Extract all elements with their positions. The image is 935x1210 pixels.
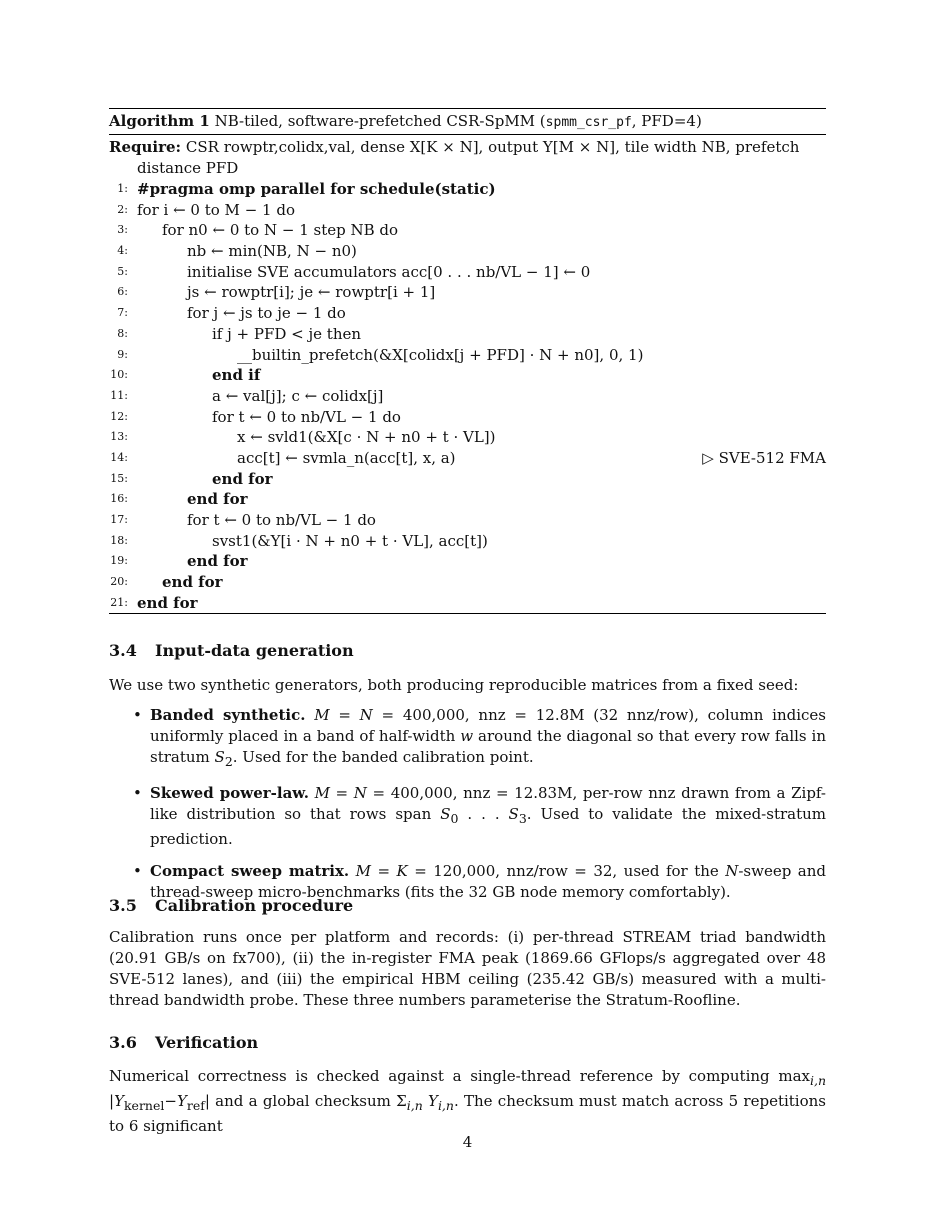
section-heading-3-4 [109, 641, 354, 660]
line-number: 17: [110, 513, 128, 526]
line-code: end for [187, 552, 248, 571]
list-item [109, 783, 826, 850]
line-code: svst1(&Y[i · N + n0 + t · VL], acc[t]) [212, 531, 488, 550]
algorithm-line [109, 593, 826, 614]
line-code: for t ← 0 to nb/VL − 1 do [187, 511, 376, 529]
algorithm-line [109, 572, 826, 593]
line-number: 20: [110, 575, 128, 589]
line-code: for t ← 0 to nb/VL − 1 do [212, 407, 401, 426]
bullet-icon: • [133, 862, 142, 880]
algorithm-line [109, 489, 826, 510]
algorithm-line [109, 241, 826, 262]
section-3-4-intro: We use two synthetic generators, both producing reproducible matrices from a fixed seed: [109, 676, 799, 694]
algorithm-lines [109, 179, 826, 613]
line-code: for i ← 0 to M − 1 do [137, 200, 295, 219]
line-number: 10: [110, 368, 128, 382]
algorithm-line [109, 551, 826, 572]
line-code: __builtin_prefetch(&X[colidx[j + PFD] · N + n0], 0, 1) [237, 345, 644, 364]
section-3-5-text: Calibration runs once per platform and records: (i) per-thread STREAM triad bandwidth (20.91 GB/s on fx700), (ii) the in-register FMA peak (1869.66 GFlops/s aggregated over 48 SVE-512 lanes), and (iii) the empirical HBM ceiling (235.42 GB/s) measured with a multi-thread bandwidth probe. These three numbers parameterise the Stratum-Roofline. [109, 928, 826, 1009]
line-number: 2: [117, 202, 128, 216]
bullet-icon: • [133, 706, 142, 724]
line-code: for n0 ← 0 to N − 1 step NB do [162, 221, 399, 240]
section-number: 3.4 [109, 641, 137, 660]
algorithm-line [109, 262, 826, 283]
line-number: 6: [117, 285, 128, 299]
caption-end: , PFD=4) [631, 112, 702, 130]
caption-text: NB-tiled, software-prefetched CSR-SpMM ( [214, 112, 546, 130]
algorithm-line [109, 179, 826, 200]
line-number: 1: [117, 182, 128, 195]
generator-list [109, 705, 826, 914]
line-code: end for [137, 593, 198, 612]
algorithm-line [109, 345, 826, 366]
line-number: 21: [110, 595, 128, 609]
line-number: 7: [117, 306, 128, 320]
bullet-text: M = N = 400,000, nnz = 12.8M (32 nnz/row), column indices uniformly placed in a band of half-width w around the diagonal so that every row falls in stratum $S_2$. Used for the banded calibration point. [150, 706, 827, 769]
algorithm-line [109, 282, 826, 303]
line-code: nb ← min(NB, N − n0) [187, 242, 357, 261]
algorithm-line [109, 407, 826, 428]
section-3-6-text: Numerical correctness is checked against a single-thread reference by computing $\max_{i,n} |Y_{kernel}-Y_{ref}|$ and a global checksum $\Sigma_{i,n}$ $Y_{i,n}$. The checksum must match across 5 repetitions to 6 significant [109, 1067, 826, 1135]
line-number: 19: [110, 554, 128, 568]
page-number: 4 [462, 1133, 473, 1151]
algorithm-line [109, 427, 826, 448]
algorithm-line [109, 365, 826, 386]
line-code: for j ← js to je − 1 do [187, 304, 346, 323]
line-number: 16: [110, 492, 128, 506]
line-number: 9: [117, 347, 128, 361]
algorithm-line [109, 200, 826, 221]
line-number: 4: [117, 244, 128, 258]
line-code: js ← rowptr[i]; je ← rowptr[i + 1] [187, 283, 436, 302]
bullet-label: Banded synthetic. [150, 706, 306, 724]
line-code: a ← val[j]; c ← colidx[j] [212, 386, 384, 405]
algorithm-line [109, 386, 826, 407]
line-number: 12: [110, 409, 128, 423]
algorithm-line [109, 303, 826, 324]
bullet-label: Skewed power-law. [150, 784, 309, 802]
require-line1: CSR rowptr,colidx,val, dense X[K × N], output Y[M × N], tile width NB, prefetch [185, 138, 800, 156]
bullet-label: Compact sweep matrix. [150, 862, 350, 880]
algorithm-require [109, 135, 826, 179]
algorithm-caption [109, 109, 826, 134]
algorithm-line [109, 324, 826, 345]
section-heading-3-5 [109, 896, 353, 915]
require-label: Require: [109, 138, 182, 156]
caption-code: spmm_csr_pf [545, 115, 632, 130]
algorithm-line [109, 510, 826, 531]
bottom-rule [109, 613, 826, 614]
line-number: 5: [117, 264, 128, 278]
algorithm-line [109, 220, 826, 241]
bullet-text: M = N = 400,000, nnz = 12.83M, per-row nnz drawn from a Zipf-like distribution so that rows span $S_0$ . . . $S_3$. Used to validate the mixed-stratum prediction. [150, 784, 827, 848]
line-number: 14: [110, 450, 128, 464]
algorithm-line [109, 531, 826, 552]
line-code: end for [162, 573, 223, 592]
line-code: initialise SVE accumulators acc[0 . . . nb/VL − 1] ← 0 [187, 262, 591, 281]
line-number: 18: [110, 533, 128, 547]
line-code: end for [212, 469, 273, 488]
line-code: end if [212, 366, 261, 385]
line-number: 8: [117, 326, 128, 340]
section-number: 3.6 [109, 1033, 137, 1052]
list-item [109, 705, 826, 772]
bullet-text: M = K = 120,000, nnz/row = 32, used for the N-sweep and thread-sweep micro-benchmarks (fits the 32 GB node memory comfortably). [150, 862, 826, 901]
algorithm-line [109, 469, 826, 490]
algorithm-block [109, 108, 826, 614]
algorithm-line [109, 448, 826, 469]
bullet-icon: • [133, 784, 142, 802]
caption-label: Algorithm 1 [109, 112, 210, 130]
line-number: 15: [110, 471, 128, 485]
section-number: 3.5 [109, 896, 137, 915]
line-code: end for [187, 490, 248, 509]
line-code: x ← svld1(&X[c · N + n0 + t · VL]) [237, 428, 496, 447]
line-number: 13: [110, 430, 128, 444]
line-code: if j + PFD < je then [212, 324, 362, 343]
line-number: 3: [117, 223, 128, 237]
section-title: Verification [155, 1033, 259, 1052]
require-line2: distance PFD [137, 159, 239, 177]
section-heading-3-6 [109, 1033, 258, 1052]
section-title: Calibration procedure [155, 896, 354, 915]
section-title: Input-data generation [155, 641, 354, 660]
line-code: #pragma omp parallel for schedule(static) [137, 180, 496, 198]
line-comment: ▷ SVE-512 FMA [702, 448, 826, 467]
line-number: 11: [110, 388, 128, 402]
line-code: acc[t] ← svmla_n(acc[t], x, a) [237, 448, 456, 467]
